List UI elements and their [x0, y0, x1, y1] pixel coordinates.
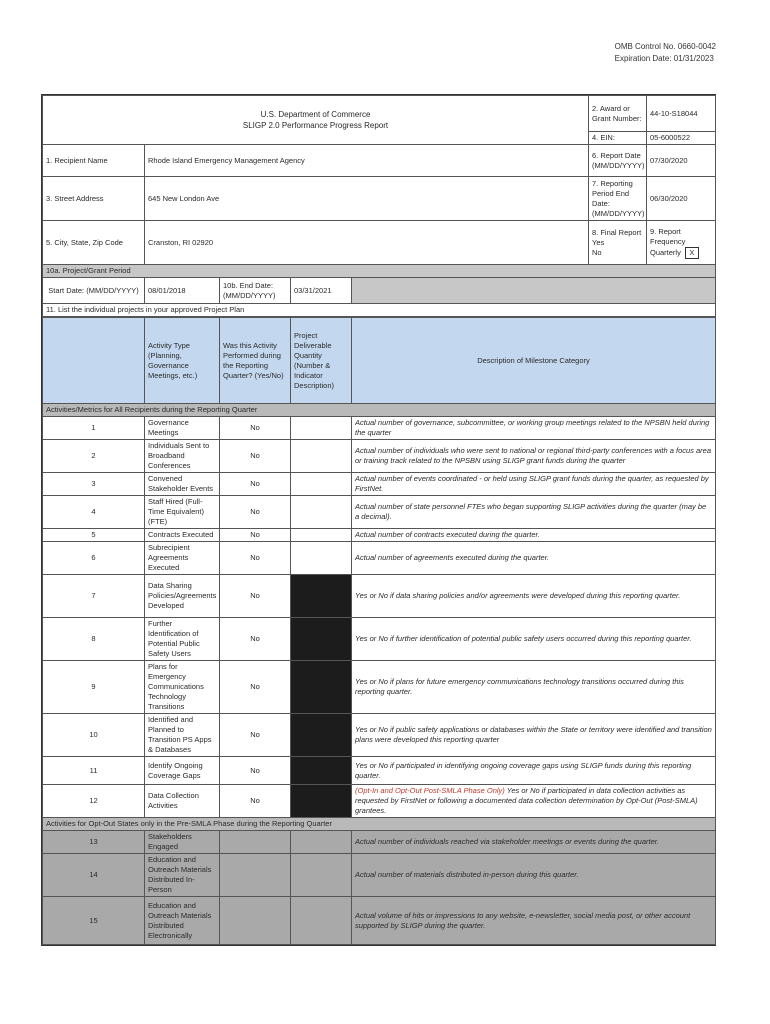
description-text: Actual number of contracts executed during the quarter.	[355, 530, 540, 539]
row-number: 8	[43, 618, 145, 661]
row-number: 4	[43, 496, 145, 529]
table-row	[43, 661, 716, 714]
row-number: 6	[43, 542, 145, 575]
performed-value: No	[220, 529, 291, 542]
final-yes: Yes	[592, 237, 605, 247]
milestone-description	[352, 496, 716, 529]
description-text: Yes or No if participated in identifying ongoing coverage gaps using SLIGP funds during this reporting quarter.	[355, 760, 692, 780]
table-row	[43, 496, 716, 529]
row-number: 9	[43, 661, 145, 714]
performed-value: No	[220, 618, 291, 661]
performed-value: No	[220, 661, 291, 714]
frequency-cell	[647, 221, 716, 265]
deliverable-quantity	[291, 785, 352, 818]
city-label: 5. City, State, Zip Code	[43, 221, 145, 265]
description-text: Actual number of state personnel FTEs who began supporting SLIGP activities during the quarter (may be a decimal).	[355, 502, 707, 521]
table-row	[43, 714, 716, 757]
award-value: 44-10-S18044	[647, 96, 716, 132]
deliverable-quantity	[291, 897, 352, 945]
deliverable-quantity	[291, 417, 352, 440]
performed-value: No	[220, 417, 291, 440]
ein-label: 4. EIN:	[589, 132, 647, 145]
section-all-recipients: Activities/Metrics for All Recipients during the Reporting Quarter	[43, 404, 716, 417]
deliverable-quantity	[291, 440, 352, 473]
deliverable-quantity	[291, 496, 352, 529]
row-number: 10	[43, 714, 145, 757]
recipient-label: 1. Recipient Name	[43, 145, 145, 177]
milestone-description	[352, 757, 716, 785]
milestone-description	[352, 575, 716, 618]
description-text: Yes or No if further identification of potential public safety users occurred during this reporting quarter.	[355, 634, 692, 643]
milestone-description	[352, 714, 716, 757]
activity-type: Data Sharing Policies/Agreements Developed	[145, 575, 220, 618]
table-row	[43, 529, 716, 542]
final-report-cell	[589, 221, 647, 265]
activity-type: Subrecipient Agreements Executed	[145, 542, 220, 575]
performed-value: No	[220, 785, 291, 818]
milestone-description	[352, 529, 716, 542]
deliverable-quantity	[291, 661, 352, 714]
activity-type: Education and Outreach Materials Distributed Electronically	[145, 897, 220, 945]
description-text: Actual number of governance, subcommittee, or working group meetings related to the NPSBN held during the quarter	[355, 418, 710, 437]
deliverable-quantity	[291, 542, 352, 575]
deliverable-quantity	[291, 714, 352, 757]
description-text: Actual number of agreements executed during the quarter.	[355, 553, 550, 562]
milestone-description	[352, 440, 716, 473]
header-table	[42, 95, 716, 317]
table-row	[43, 473, 716, 496]
end-date-label: 10b. End Date: (MM/DD/YYYY)	[220, 278, 291, 304]
activity-type: Education and Outreach Materials Distributed In-Person	[145, 854, 220, 897]
department-name: U.S. Department of Commerce	[260, 110, 371, 119]
expiration-date: Expiration Date: 01/31/2023	[614, 54, 714, 63]
performance-report-form	[41, 94, 716, 946]
row-number: 11	[43, 757, 145, 785]
description-header: Description of Milestone Category	[352, 318, 716, 404]
row-number: 1	[43, 417, 145, 440]
activity-type: Convened Stakeholder Events	[145, 473, 220, 496]
projects-label: 11. List the individual projects in your approved Project Plan	[43, 304, 716, 317]
report-date-label: 6. Report Date (MM/DD/YYYY)	[589, 145, 647, 177]
final-report-label: 8. Final Report	[592, 227, 642, 237]
deliverable-quantity	[291, 618, 352, 661]
activity-type: Individuals Sent to Broadband Conferences	[145, 440, 220, 473]
milestone-description: Actual volume of hits or impressions to any website, e-newsletter, social media post, or other account supported by SLIGP during the quarter.	[352, 897, 716, 945]
table-row	[43, 618, 716, 661]
description-text: Yes or No if participated in data collection activities as requested by FirstNet or following a documented data collection determination by Opt-Out (Post-SMLA) grantees.	[355, 786, 698, 815]
performed-header: Was this Activity Performed during the Reporting Quarter? (Yes/No)	[220, 318, 291, 404]
end-date-value: 03/31/2021	[291, 278, 352, 304]
frequency-label: 9. Report Frequency	[650, 226, 686, 246]
activity-type: Identified and Planned to Transition PS Apps & Databases	[145, 714, 220, 757]
grant-period-header: 10a. Project/Grant Period	[43, 265, 716, 278]
deliverable-header: Project Deliverable Quantity (Number & Indicator Description)	[291, 318, 352, 404]
milestone-description	[352, 542, 716, 575]
performed-value: No	[220, 542, 291, 575]
final-no: No	[592, 247, 602, 257]
start-date-value: 08/01/2018	[145, 278, 220, 304]
row-number: 3	[43, 473, 145, 496]
deliverable-quantity	[291, 575, 352, 618]
activity-type: Data Collection Activities	[145, 785, 220, 818]
milestone-description	[352, 618, 716, 661]
omb-control-number: OMB Control No. 0660-0042	[614, 42, 716, 51]
deliverable-quantity	[291, 854, 352, 897]
performed-value	[220, 831, 291, 854]
activity-type: Plans for Emergency Communications Technology Transitions	[145, 661, 220, 714]
report-title	[43, 96, 589, 145]
city-value: Cranston, RI 02920	[145, 221, 589, 265]
activity-header: Activity Type (Planning, Governance Meetings, etc.)	[145, 318, 220, 404]
row-number: 5	[43, 529, 145, 542]
row-number: 7	[43, 575, 145, 618]
description-text: Yes or No if data sharing policies and/or agreements were developed during this reporting quarter.	[355, 591, 681, 600]
recipient-value: Rhode Island Emergency Management Agency	[145, 145, 589, 177]
description-text: Yes or No if public safety applications or databases within the State or territory were identified and transition plans were developed this reporting quarter	[355, 725, 712, 744]
row-number: 14	[43, 854, 145, 897]
performed-value	[220, 897, 291, 945]
table-row	[43, 757, 716, 785]
omb-info	[615, 41, 716, 65]
milestone-description: Actual number of materials distributed in-person during this quarter.	[352, 854, 716, 897]
row-number: 2	[43, 440, 145, 473]
description-text: Yes or No if plans for future emergency communications technology transitions occurred during this reporting quarter.	[355, 677, 684, 696]
activities-table	[42, 317, 716, 945]
opt-out-rows	[43, 831, 716, 945]
row-number: 13	[43, 831, 145, 854]
performed-value	[220, 854, 291, 897]
activity-type: Governance Meetings	[145, 417, 220, 440]
activity-type: Staff Hired (Full-Time Equivalent)(FTE)	[145, 496, 220, 529]
street-value: 645 New London Ave	[145, 177, 589, 221]
deliverable-quantity	[291, 757, 352, 785]
award-label: 2. Award or Grant Number:	[589, 96, 647, 132]
performed-value: No	[220, 440, 291, 473]
description-text: Actual number of events coordinated - or held using SLIGP grant funds during the quarter, as requested by FirstNet.	[355, 474, 709, 493]
description-text: Actual number of individuals who were sent to national or regional third-party conferences with a focus area or training track related to the NPSBN using SLIGP grant funds during the quarter	[355, 446, 712, 465]
activity-type: Identify Ongoing Coverage Gaps	[145, 757, 220, 785]
performed-value: No	[220, 575, 291, 618]
period-spacer	[352, 278, 716, 304]
section-opt-out: Activities for Opt-Out States only in the Pre-SMLA Phase during the Reporting Quarter	[43, 818, 716, 831]
performed-value: No	[220, 714, 291, 757]
row-number: 15	[43, 897, 145, 945]
activity-type: Contracts Executed	[145, 529, 220, 542]
deliverable-quantity	[291, 473, 352, 496]
frequency-value: Quarterly	[650, 247, 681, 257]
activity-rows	[43, 417, 716, 818]
milestone-description: Actual number of individuals reached via stakeholder meetings or events during the quarter.	[352, 831, 716, 854]
table-row	[43, 575, 716, 618]
activity-type: Further Identification of Potential Public Safety Users	[145, 618, 220, 661]
period-end-value: 06/30/2020	[647, 177, 716, 221]
phase-note: (Opt-In and Opt-Out Post-SMLA Phase Only)	[355, 786, 505, 795]
performed-value: No	[220, 757, 291, 785]
activity-type: Stakeholders Engaged	[145, 831, 220, 854]
deliverable-quantity	[291, 529, 352, 542]
table-row	[43, 831, 716, 854]
start-date-label: Start Date: (MM/DD/YYYY)	[43, 278, 145, 304]
ein-value: 05-6000522	[647, 132, 716, 145]
milestone-description	[352, 661, 716, 714]
num-header	[43, 318, 145, 404]
performed-value: No	[220, 496, 291, 529]
table-row	[43, 542, 716, 575]
milestone-description	[352, 473, 716, 496]
period-end-label: 7. Reporting Period End Date: (MM/DD/YYYY)	[589, 177, 647, 221]
milestone-description	[352, 417, 716, 440]
table-row	[43, 897, 716, 945]
report-name: SLIGP 2.0 Performance Progress Report	[242, 121, 389, 130]
table-row	[43, 417, 716, 440]
table-row	[43, 785, 716, 818]
report-date-value: 07/30/2020	[647, 145, 716, 177]
table-row	[43, 440, 716, 473]
row-number: 12	[43, 785, 145, 818]
deliverable-quantity	[291, 831, 352, 854]
table-row	[43, 854, 716, 897]
street-label: 3. Street Address	[43, 177, 145, 221]
performed-value: No	[220, 473, 291, 496]
milestone-description	[352, 785, 716, 818]
frequency-checkbox: X	[685, 247, 699, 259]
